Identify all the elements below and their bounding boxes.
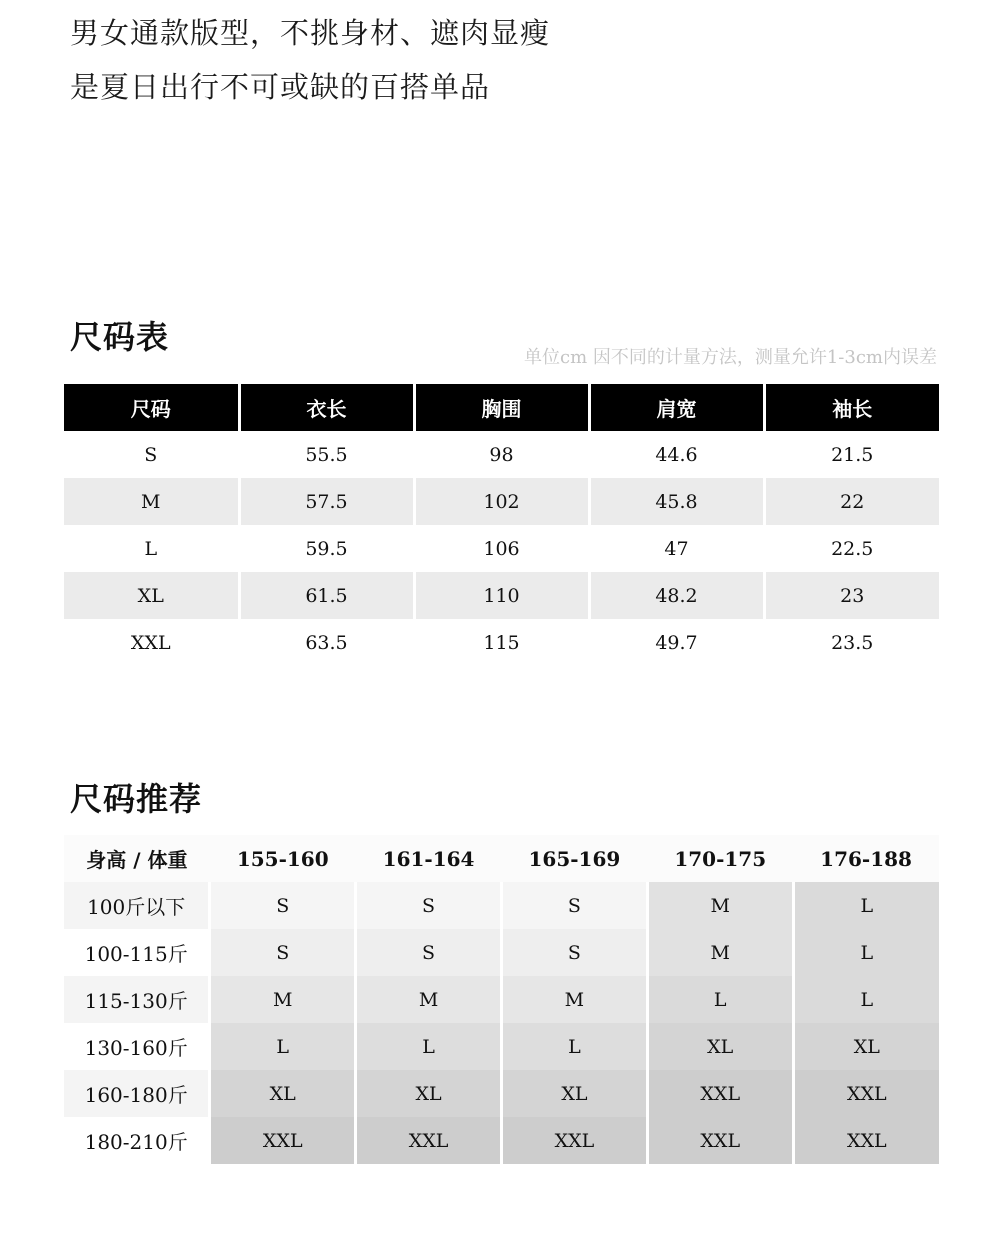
size-cell: XXL <box>793 1117 939 1164</box>
size-cell: L <box>793 929 939 976</box>
table-row <box>64 1070 939 1117</box>
header-shoulder: 肩宽 <box>589 384 764 431</box>
size-chart-title: 尺码表 <box>70 318 170 356</box>
recommendation-header-row <box>64 835 939 882</box>
table-row <box>64 572 939 619</box>
table-cell: 55.5 <box>239 431 414 478</box>
weight-label: 115-130斤 <box>64 976 210 1023</box>
table-cell: XL <box>64 572 239 619</box>
size-cell: XXL <box>647 1070 793 1117</box>
table-cell: L <box>144 537 158 560</box>
table-row <box>64 929 939 976</box>
intro-text <box>70 6 550 114</box>
size-cell: XXL <box>210 1117 356 1164</box>
table-cell: 23 <box>764 572 939 619</box>
size-recommendation-title: 尺码推荐 <box>70 780 203 818</box>
header-height-range: 165-169 <box>501 835 647 882</box>
size-cell: M <box>647 882 793 929</box>
table-cell: 22.5 <box>764 525 939 572</box>
size-chart-table <box>64 384 939 666</box>
weight-label: 160-180斤 <box>64 1070 210 1117</box>
weight-label: 100斤以下 <box>64 882 210 929</box>
header-size: 尺码 <box>64 384 239 431</box>
table-cell: 102 <box>414 478 589 525</box>
size-cell: XXL <box>793 1070 939 1117</box>
size-cell: L <box>210 1023 356 1070</box>
table-row <box>64 1117 939 1164</box>
size-cell: S <box>356 929 502 976</box>
table-row <box>64 619 939 666</box>
table-row <box>64 976 939 1023</box>
table-cell: 106 <box>414 525 589 572</box>
size-cell: S <box>356 882 502 929</box>
table-cell: 49.7 <box>589 619 764 666</box>
size-cell: S <box>210 929 356 976</box>
table-cell: 21.5 <box>764 431 939 478</box>
size-cell: XL <box>647 1023 793 1070</box>
weight-label: 130-160斤 <box>64 1023 210 1070</box>
header-height-range: 170-175 <box>647 835 793 882</box>
table-cell: 63.5 <box>239 619 414 666</box>
table-row <box>64 431 939 478</box>
table-cell: 57.5 <box>239 478 414 525</box>
table-cell: 22 <box>764 478 939 525</box>
measurement-note: 单位cm 因不同的计量方法，测量允许1-3cm内误差 <box>523 347 937 368</box>
table-cell: 110 <box>414 572 589 619</box>
header-height-range: 155-160 <box>210 835 356 882</box>
table-row <box>64 525 939 572</box>
header-length: 衣长 <box>239 384 414 431</box>
header-height-range: 176-188 <box>793 835 939 882</box>
size-cell: S <box>501 882 647 929</box>
table-row <box>64 882 939 929</box>
table-cell: 59.5 <box>239 525 414 572</box>
table-cell: M <box>64 478 239 525</box>
size-cell: XXL <box>501 1117 647 1164</box>
size-cell: S <box>501 929 647 976</box>
size-cell: S <box>210 882 356 929</box>
size-cell: XXL <box>356 1117 502 1164</box>
table-cell: 23.5 <box>764 619 939 666</box>
size-recommendation-table <box>64 835 939 1164</box>
intro-line-2: 是夏日出行不可或缺的百搭单品 <box>70 70 491 104</box>
header-chest: 胸围 <box>414 384 589 431</box>
table-cell: 47 <box>589 525 764 572</box>
table-cell: XXL <box>130 631 171 654</box>
size-cell: L <box>793 882 939 929</box>
weight-label: 180-210斤 <box>64 1117 210 1164</box>
weight-label: 100-115斤 <box>64 929 210 976</box>
header-height-range: 161-164 <box>356 835 502 882</box>
size-cell: XL <box>210 1070 356 1117</box>
table-cell: 115 <box>414 619 589 666</box>
size-cell: L <box>647 976 793 1023</box>
size-cell: M <box>501 976 647 1023</box>
size-cell: XL <box>501 1070 647 1117</box>
table-row <box>64 478 939 525</box>
header-sleeve: 袖长 <box>764 384 939 431</box>
size-cell: XXL <box>647 1117 793 1164</box>
size-cell: L <box>501 1023 647 1070</box>
size-cell: XL <box>356 1070 502 1117</box>
table-cell: 44.6 <box>589 431 764 478</box>
size-chart-header-row <box>64 384 939 431</box>
intro-line-1: 男女通款版型，不挑身材、遮肉显瘦 <box>70 16 551 50</box>
size-cell: L <box>356 1023 502 1070</box>
table-cell: 48.2 <box>589 572 764 619</box>
table-cell: 45.8 <box>589 478 764 525</box>
size-cell: XL <box>793 1023 939 1070</box>
size-cell: L <box>793 976 939 1023</box>
header-height-weight: 身高 / 体重 <box>64 835 210 882</box>
table-cell: 98 <box>414 431 589 478</box>
size-cell: M <box>356 976 502 1023</box>
table-cell: 61.5 <box>239 572 414 619</box>
size-cell: M <box>210 976 356 1023</box>
table-cell: S <box>144 443 158 466</box>
size-cell: M <box>647 929 793 976</box>
table-row <box>64 1023 939 1070</box>
